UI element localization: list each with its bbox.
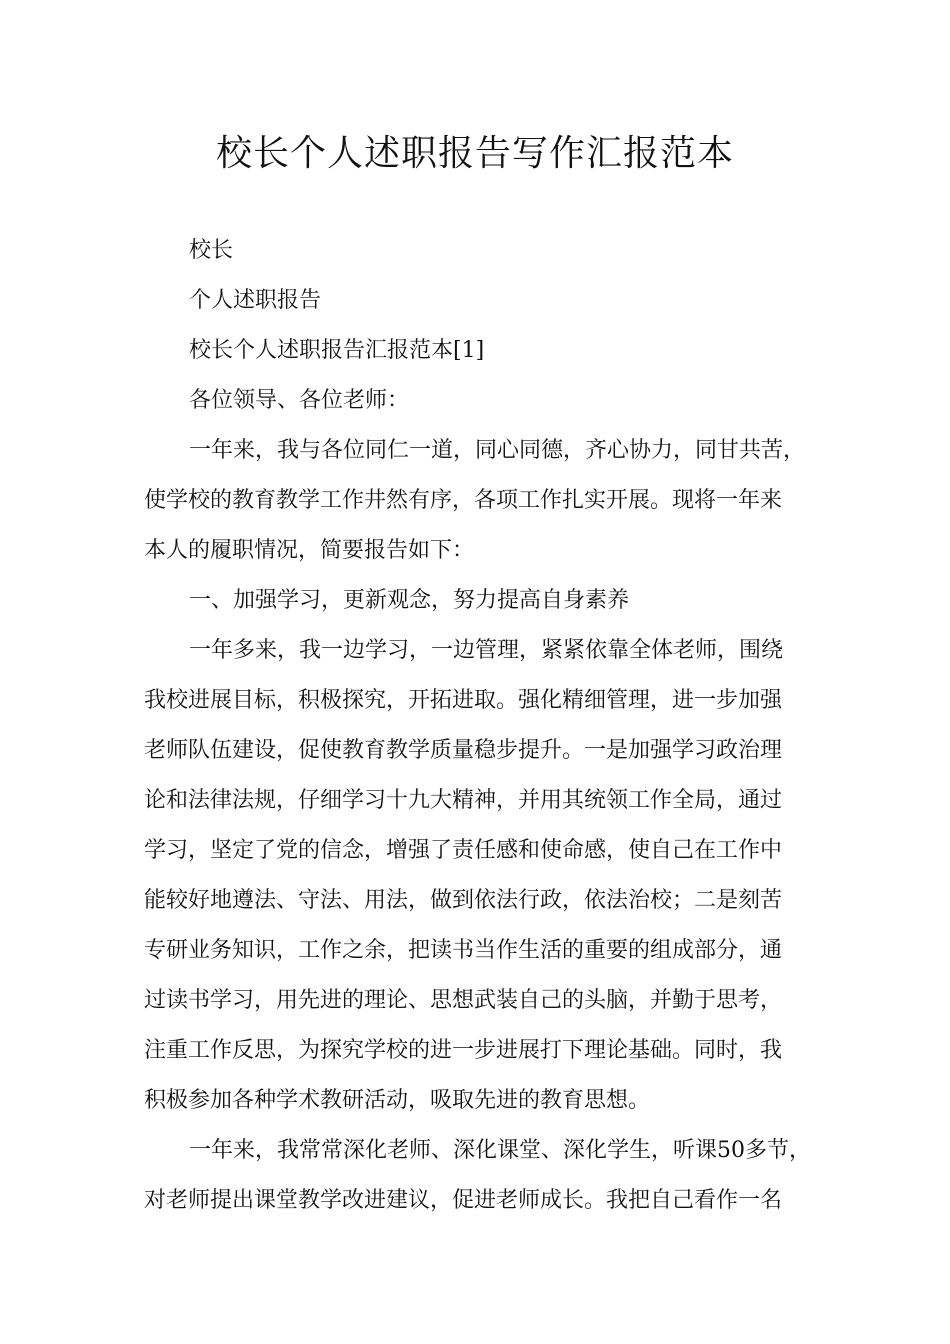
paragraph-line: 积极参加各种学术教研活动，吸取先进的教育思想。 — [144, 1088, 651, 1113]
text-line-heading-school: 校长 — [189, 238, 234, 263]
paragraph-line: 一年来，我与各位同仁一道，同心同德，齐心协力，同甘共苦， — [189, 438, 806, 463]
paragraph-line: 使学校的教育教学工作井然有序，各项工作扎实开展。现将一年来 — [144, 488, 783, 513]
paragraph-line: 我校进展目标，积极探究，开拓进取。强化精细管理，进一步加强 — [144, 688, 783, 713]
text-line-salutation: 各位领导、各位老师： — [189, 388, 410, 413]
paragraph-line: 能较好地遵法、守法、用法，做到依法行政，依法治校；二是刻苦 — [144, 888, 783, 913]
paragraph-line: 一年多来，我一边学习，一边管理，紧紧依靠全体老师，围绕 — [189, 638, 784, 663]
paragraph-line: 学习，坚定了党的信念，增强了责任感和使命感，使自己在工作中 — [144, 838, 783, 863]
text-line-heading-sample: 校长个人述职报告汇报范本[1] — [189, 338, 485, 363]
text-line-heading-report: 个人述职报告 — [189, 288, 322, 313]
document-title: 校长个人述职报告写作汇报范本 — [215, 133, 734, 174]
paragraph-line: 老师队伍建设，促使教育教学质量稳步提升。一是加强学习政治理 — [144, 738, 783, 763]
paragraph-line: 注重工作反思，为探究学校的进一步进展打下理论基础。同时，我 — [144, 1038, 783, 1063]
document-body — [144, 226, 816, 1226]
paragraph-line: 对老师提出课堂教学改进建议，促进老师成长。我把自己看作一名 — [144, 1188, 783, 1213]
paragraph-line: 专研业务知识，工作之余，把读书当作生活的重要的组成部分，通 — [144, 938, 783, 963]
section-heading-one: 一、加强学习，更新观念，努力提高自身素养 — [189, 588, 630, 613]
paragraph-line: 本人的履职情况，简要报告如下： — [144, 538, 475, 563]
paragraph-line: 一年来，我常常深化老师、深化课堂、深化学生，听课50多节， — [189, 1138, 811, 1163]
paragraph-line: 论和法律法规，仔细学习十九大精神，并用其统领工作全局，通过 — [144, 788, 783, 813]
paragraph-line: 过读书学习，用先进的理论、思想武装自己的头脑，并勤于思考， — [144, 988, 783, 1013]
